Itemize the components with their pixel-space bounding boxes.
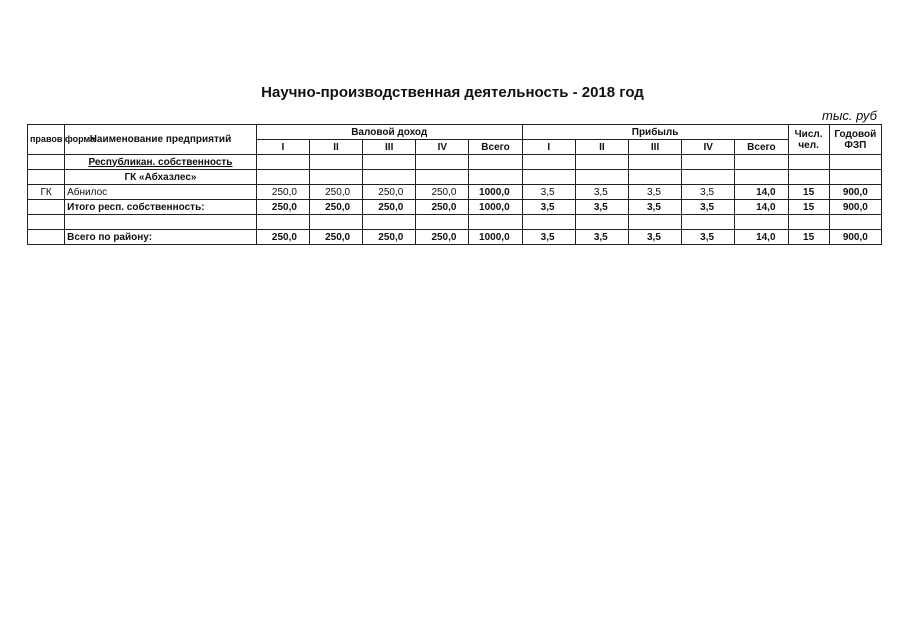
subtotal-income-total: 1000,0 [469, 200, 522, 215]
cell-payroll: 900,0 [829, 185, 881, 200]
cell-income-q1: 250,0 [256, 185, 309, 200]
total-income-total: 1000,0 [469, 230, 522, 245]
section-republican: Республикан. собственность [65, 155, 257, 170]
subtotal-name: Итого респ. собственность: [65, 200, 257, 215]
total-income-q2: 250,0 [309, 230, 362, 245]
total-profit-q1: 3,5 [522, 230, 575, 245]
page-title: Научно-производственная деятельность - 2018 год [261, 84, 644, 101]
subtotal-income-q3: 250,0 [363, 200, 416, 215]
subtotal-income-q1: 250,0 [256, 200, 309, 215]
subtotal-profit-q4: 3,5 [682, 200, 735, 215]
cell-profit-q3: 3,5 [628, 185, 681, 200]
income-q1-header: I [256, 140, 309, 155]
header-gross-income: Валовой доход [256, 125, 522, 140]
subtotal-profit-q3: 3,5 [628, 200, 681, 215]
header-name: Наименование предприятий [65, 125, 257, 155]
cell-profit-total: 14,0 [735, 185, 788, 200]
section-row-group [28, 170, 882, 185]
total-headcount: 15 [788, 230, 829, 245]
empty-row [28, 215, 882, 230]
cell-headcount: 15 [788, 185, 829, 200]
cell-income-q3: 250,0 [363, 185, 416, 200]
total-row [28, 230, 882, 245]
cell-profit-q1: 3,5 [522, 185, 575, 200]
total-income-q3: 250,0 [363, 230, 416, 245]
profit-q4-header: IV [682, 140, 735, 155]
subtotal-payroll: 900,0 [829, 200, 881, 215]
cell-profit-q4: 3,5 [682, 185, 735, 200]
row-form: ГК [28, 185, 65, 200]
subtotal-profit-total: 14,0 [735, 200, 788, 215]
total-profit-q4: 3,5 [682, 230, 735, 245]
header-headcount: Числ. чел. [788, 125, 829, 155]
total-profit-total: 14,0 [735, 230, 788, 245]
cell-income-q2: 250,0 [309, 185, 362, 200]
header-row [28, 125, 882, 140]
subtotal-profit-q2: 3,5 [575, 200, 628, 215]
income-total-header: Всего [469, 140, 522, 155]
profit-total-header: Всего [735, 140, 788, 155]
units-label: тыс. руб [821, 108, 877, 123]
cell-income-total: 1000,0 [469, 185, 522, 200]
total-income-q1: 250,0 [256, 230, 309, 245]
section-group: ГК «Абхазлес» [65, 170, 257, 185]
cell-income-q4: 250,0 [416, 185, 469, 200]
profit-q3-header: III [628, 140, 681, 155]
income-q2-header: II [309, 140, 362, 155]
total-income-q4: 250,0 [416, 230, 469, 245]
subtotal-profit-q1: 3,5 [522, 200, 575, 215]
table-row [28, 185, 882, 200]
profit-q2-header: II [575, 140, 628, 155]
subtotal-income-q2: 250,0 [309, 200, 362, 215]
profit-q1-header: I [522, 140, 575, 155]
total-profit-q3: 3,5 [628, 230, 681, 245]
total-profit-q2: 3,5 [575, 230, 628, 245]
report-table [27, 124, 882, 245]
header-payroll: Годовой ФЗП [829, 125, 881, 155]
header-profit: Прибыль [522, 125, 788, 140]
income-q4-header: IV [416, 140, 469, 155]
subtotal-headcount: 15 [788, 200, 829, 215]
row-name: Абнилос [65, 185, 257, 200]
total-name: Всего по району: [65, 230, 257, 245]
income-q3-header: III [363, 140, 416, 155]
subtotal-row [28, 200, 882, 215]
total-payroll: 900,0 [829, 230, 881, 245]
subtotal-income-q4: 250,0 [416, 200, 469, 215]
cell-profit-q2: 3,5 [575, 185, 628, 200]
header-legal-form: правов форма [28, 125, 65, 155]
section-row-republican [28, 155, 882, 170]
